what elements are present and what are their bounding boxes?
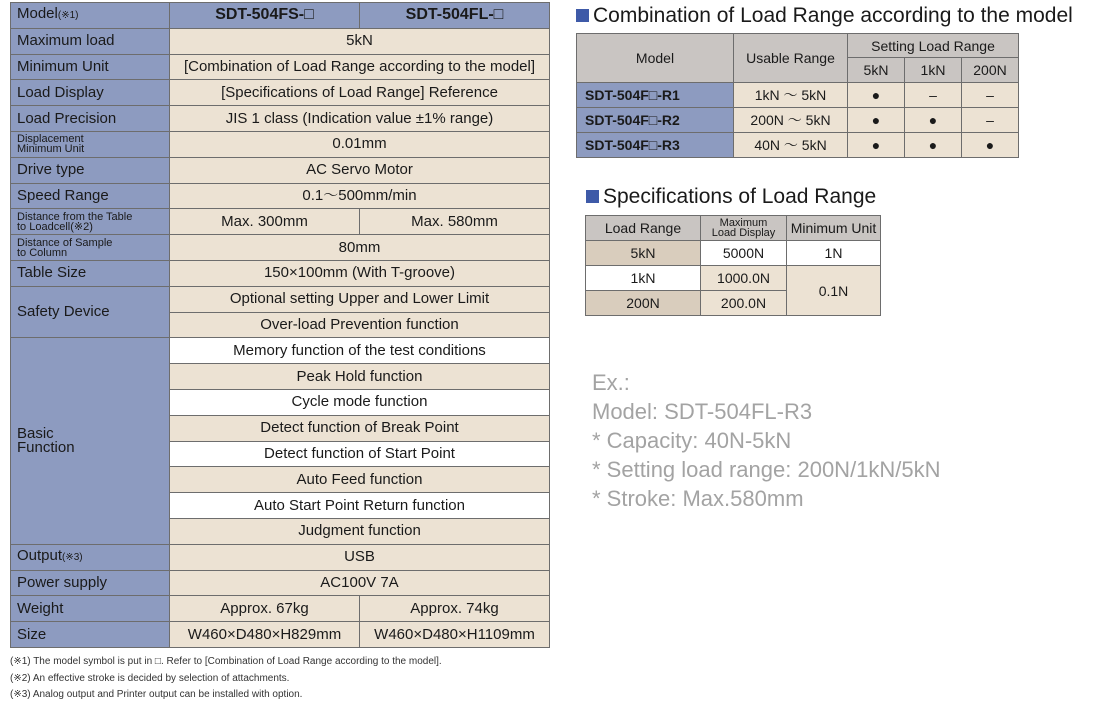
weight-fl-value: Approx. 74kg xyxy=(360,596,550,622)
combo-header-row-1 xyxy=(577,34,1019,58)
distance-sample-label xyxy=(11,235,170,261)
disp-min-unit-value: 0.01mm xyxy=(170,131,550,157)
spec-row-power xyxy=(11,570,550,596)
weight-label: Weight xyxy=(11,596,170,622)
spec-row-distance-sample xyxy=(11,235,550,261)
disp-min-unit-line1: Displacement xyxy=(17,133,84,146)
combo-row-r1 xyxy=(577,83,1019,108)
spec-row-size xyxy=(11,622,550,648)
lr-unit-merged: 0.1N xyxy=(787,266,881,316)
combo-r3-1kn: ● xyxy=(905,133,962,158)
lr-display-header-line2: Load Display xyxy=(711,227,776,239)
combo-setting-header: Setting Load Range xyxy=(848,34,1019,58)
combo-usable-r1-sep: ～ xyxy=(783,87,798,103)
load-range-title-text: Specifications of Load Range xyxy=(603,185,877,208)
lr-row-5kn xyxy=(586,241,881,266)
lr-display-header xyxy=(701,216,787,241)
lr-display-1kn: 1000.0N xyxy=(701,266,787,291)
spec-row-load-display xyxy=(11,80,550,106)
speed-range-value: 0.1～500mm/min xyxy=(170,183,550,209)
lr-display-200n: 200.0N xyxy=(701,291,787,316)
combo-usable-r3 xyxy=(734,133,848,158)
distance-table-fs-value: Max. 300mm xyxy=(170,209,360,235)
output-label-text: Output xyxy=(17,547,63,565)
max-load-label: Maximum load xyxy=(11,28,170,54)
combo-usable-r2-sep: ～ xyxy=(787,112,802,128)
load-display-label: Load Display xyxy=(11,80,170,106)
spec-row-load-precision xyxy=(11,106,550,132)
power-supply-label: Power supply xyxy=(11,570,170,596)
spec-row-drive-type xyxy=(11,157,550,183)
lr-row-1kn xyxy=(586,266,881,291)
combo-usable-r2 xyxy=(734,108,848,133)
spec-row-table-size xyxy=(11,260,550,286)
footnote-3: (※3) Analog output and Printer output can be installed with option. xyxy=(10,689,303,700)
spec-row-disp-min-unit xyxy=(11,131,550,157)
lr-display-5kn: 5000N xyxy=(701,241,787,266)
combo-r3-5kn: ● xyxy=(848,133,905,158)
speed-range-label: Speed Range xyxy=(11,183,170,209)
distance-sample-value: 80mm xyxy=(170,235,550,261)
lr-range-200n: 200N xyxy=(586,291,701,316)
combo-usable-header: Usable Range xyxy=(734,34,848,83)
combo-r3-200n: ● xyxy=(962,133,1019,158)
safety-device-label: Safety Device xyxy=(11,286,170,338)
spec-row-max-load xyxy=(11,28,550,54)
combo-model-r2: SDT-504F□-R2 xyxy=(577,108,734,133)
disp-min-unit-label xyxy=(11,131,170,157)
distance-sample-line1: Distance of Sample xyxy=(17,236,113,249)
combo-r2-200n: – xyxy=(962,108,1019,133)
basic-function-value-8: Judgment function xyxy=(170,518,550,544)
example-line-5: * Stroke: Max.580mm xyxy=(592,486,804,511)
combo-row-r2 xyxy=(577,108,1019,133)
section-square-icon xyxy=(576,9,589,22)
disp-min-unit-line2: Minimum Unit xyxy=(17,143,85,156)
spec-row-output xyxy=(11,544,550,570)
spec-row-speed-range xyxy=(11,183,550,209)
example-block xyxy=(592,368,941,513)
example-line-1: Ex.: xyxy=(592,370,630,395)
max-load-value: 5kN xyxy=(170,28,550,54)
spec-row-safety-1 xyxy=(11,286,550,312)
output-note: (※3) xyxy=(62,552,83,564)
example-line-4: * Setting load range: 200N/1kN/5kN xyxy=(592,457,941,482)
basic-function-label xyxy=(11,338,170,544)
min-unit-label: Minimum Unit xyxy=(11,54,170,80)
spec-row-distance-table xyxy=(11,209,550,235)
spec-row-model xyxy=(11,3,550,29)
combo-r2-5kn: ● xyxy=(848,108,905,133)
footnotes xyxy=(10,654,442,704)
size-fs-value: W460×D480×H829mm xyxy=(170,622,360,648)
distance-table-line2: to Loadcell xyxy=(17,220,71,233)
basic-function-line1: Basic xyxy=(17,425,54,443)
min-unit-value: [Combination of Load Range according to the model] xyxy=(170,54,550,80)
basic-function-line2: Function xyxy=(17,439,75,457)
combo-r2-1kn: ● xyxy=(905,108,962,133)
load-precision-label: Load Precision xyxy=(11,106,170,132)
basic-function-value-7: Auto Start Point Return function xyxy=(170,493,550,519)
example-line-3: * Capacity: 40N-5kN xyxy=(592,428,792,453)
model-fs-header: SDT-504FS-□ xyxy=(170,3,360,29)
distance-sample-line2: to Column xyxy=(17,246,68,259)
combo-r1-1kn: – xyxy=(905,83,962,108)
table-size-label: Table Size xyxy=(11,260,170,286)
spec-row-basic-1 xyxy=(11,338,550,364)
distance-table-line1: Distance from the Table xyxy=(17,210,133,223)
example-line-2: Model: SDT-504FL-R3 xyxy=(592,399,813,424)
basic-function-value-3: Cycle mode function xyxy=(170,389,550,415)
combo-usable-r3-min: 40N xyxy=(754,137,780,153)
safety-device-value-2: Over-load Prevention function xyxy=(170,312,550,338)
distance-table-label xyxy=(11,209,170,235)
section-square-icon xyxy=(586,190,599,203)
lr-unit-header: Minimum Unit xyxy=(787,216,881,241)
distance-table-note: (※2) xyxy=(70,220,93,233)
drive-type-label: Drive type xyxy=(11,157,170,183)
lr-range-1kn: 1kN xyxy=(586,266,701,291)
load-range-title xyxy=(586,185,876,209)
combo-usable-r2-max: 5kN xyxy=(805,112,831,128)
combo-model-header: Model xyxy=(577,34,734,83)
basic-function-value-5: Detect function of Start Point xyxy=(170,441,550,467)
load-range-table xyxy=(585,215,881,316)
lr-display-header-line1: Maximum xyxy=(719,217,768,229)
model-label xyxy=(11,3,170,29)
lr-range-header: Load Range xyxy=(586,216,701,241)
basic-function-value-2: Peak Hold function xyxy=(170,364,550,390)
combo-model-r3: SDT-504F□-R3 xyxy=(577,133,734,158)
model-label-text: Model xyxy=(17,5,58,23)
combo-range-5kn: 5kN xyxy=(848,58,905,83)
distance-table-fl-value: Max. 580mm xyxy=(360,209,550,235)
combo-r1-5kn: ● xyxy=(848,83,905,108)
model-fl-header: SDT-504FL-□ xyxy=(360,3,550,29)
lr-header-row xyxy=(586,216,881,241)
combination-title xyxy=(576,4,1073,28)
spec-row-min-unit xyxy=(11,54,550,80)
size-label: Size xyxy=(11,622,170,648)
footnote-1: (※1) The model symbol is put in □. Refer to [Combination of Load Range according to the model]. xyxy=(10,656,442,667)
weight-fs-value: Approx. 67kg xyxy=(170,596,360,622)
footnote-2: (※2) An effective stroke is decided by selection of attachments. xyxy=(10,672,290,684)
lr-unit-5kn: 1N xyxy=(787,241,881,266)
spec-table xyxy=(10,2,550,648)
lr-range-5kn: 5kN xyxy=(586,241,701,266)
combo-usable-r3-sep: ～ xyxy=(783,137,798,153)
table-size-value: 150×100mm (With T-groove) xyxy=(170,260,550,286)
basic-function-value-6: Auto Feed function xyxy=(170,467,550,493)
model-note: (※1) xyxy=(57,10,79,22)
load-precision-value: JIS 1 class (Indication value ±1% range) xyxy=(170,106,550,132)
drive-type-value: AC Servo Motor xyxy=(170,157,550,183)
combo-usable-r3-max: 5kN xyxy=(801,137,827,153)
combo-usable-r1 xyxy=(734,83,848,108)
basic-function-value-1: Memory function of the test conditions xyxy=(170,338,550,364)
combination-table xyxy=(576,33,1019,158)
combo-row-r3 xyxy=(577,133,1019,158)
spec-row-weight xyxy=(11,596,550,622)
combo-usable-r1-max: 5kN xyxy=(801,87,827,103)
combo-r1-200n: – xyxy=(962,83,1019,108)
safety-device-value-1: Optional setting Upper and Lower Limit xyxy=(170,286,550,312)
basic-function-value-4: Detect function of Break Point xyxy=(170,415,550,441)
combo-range-200n: 200N xyxy=(962,58,1019,83)
combo-range-1kn: 1kN xyxy=(905,58,962,83)
power-supply-value: AC100V 7A xyxy=(170,570,550,596)
combo-usable-r2-min: 200N xyxy=(750,112,784,128)
load-display-value: [Specifications of Load Range] Reference xyxy=(170,80,550,106)
output-value: USB xyxy=(170,544,550,570)
combo-usable-r1-min: 1kN xyxy=(754,87,780,103)
size-fl-value: W460×D480×H1109mm xyxy=(360,622,550,648)
combo-model-r1: SDT-504F□-R1 xyxy=(577,83,734,108)
combination-title-text: Combination of Load Range according to the model xyxy=(593,4,1073,27)
output-label xyxy=(11,544,170,570)
